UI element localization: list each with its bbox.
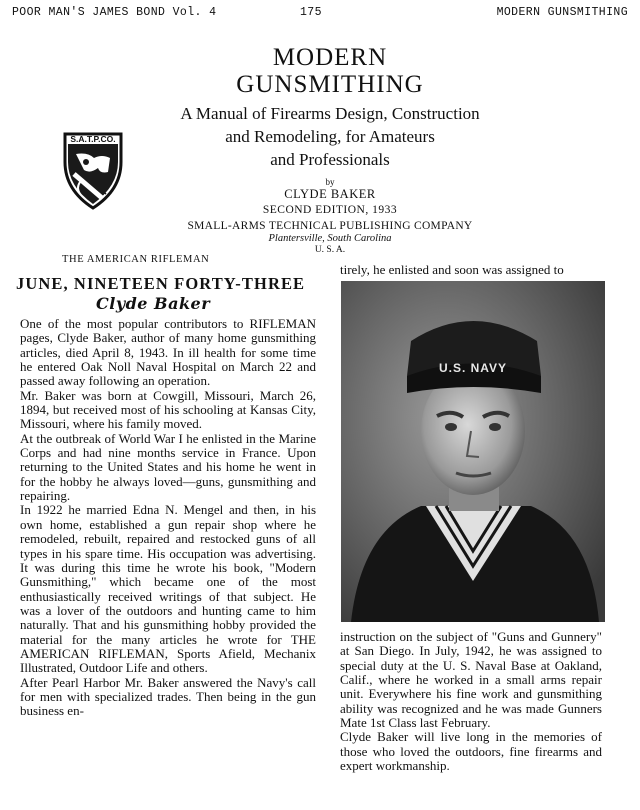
cap-band-text: U.S. NAVY xyxy=(438,361,508,375)
article-headline-name: Clyde Baker xyxy=(96,294,211,313)
article-source: THE AMERICAN RIFLEMAN xyxy=(62,254,210,265)
running-header xyxy=(12,4,628,22)
article-right-column-bottom xyxy=(340,630,602,773)
paragraph: After Pearl Harbor Mr. Baker answered the Navy's call for men with specialized trades. Then being in the gun business en- xyxy=(20,674,316,719)
paragraph: Clyde Baker will live long in the memories of those who loved the outdoors, fine firearms and expert workmanship. xyxy=(340,729,602,774)
book-edition: SECOND EDITION, 1933 xyxy=(262,204,398,216)
book-title xyxy=(120,44,540,98)
book-title-line-1: MODERN xyxy=(272,44,388,71)
portrait-photo xyxy=(341,281,605,622)
paragraph: In 1922 he married Edna N. Mengel and then, in his own home, established a gun repair shop where he remodeled, rebuilt, repaired and restocked guns of all types in his spare time. His occupation was advertising. It was during this time he wrote his book, "Modern Gunsmithing," which became one of the most enthusiastically received writings of that subject. He was a lover of the outdoors and hunting came to him naturally. That and his gunsmithing hobby provided the material for the many articles he wrote for THE AMERICAN RIFLEMAN, Sports Afield, Mechanix Illustrated, Outdoor Life and others. xyxy=(20,502,316,676)
article-right-column-top xyxy=(340,263,602,277)
paragraph: Mr. Baker was born at Cowgill, Missouri, March 26, 1894, but received most of his schooling at Kansas City, Missouri, where his family moved. xyxy=(20,387,316,432)
book-subtitle xyxy=(120,102,540,171)
article-left-column xyxy=(20,317,316,719)
article-date: JUNE, NINETEEN FORTY-THREE xyxy=(16,274,306,293)
subtitle-line-1: A Manual of Firearms Design, Construction xyxy=(180,104,480,123)
publisher-shield-logo xyxy=(62,128,124,210)
paragraph: tirely, he enlisted and soon was assigned to xyxy=(340,262,564,277)
paragraph: One of the most popular contributors to RIFLEMAN pages, Clyde Baker, author of many home gunsmithing articles, died April 8, 1943. In ill health for some time he entered Oak Noll Naval Hospital on March 22 and passed away following an operation. xyxy=(20,316,316,389)
page-number: 175 xyxy=(300,6,322,19)
header-section-title: MODERN GUNSMITHING xyxy=(496,6,628,19)
publisher-place: Plantersville, South Carolina xyxy=(268,233,392,244)
book-publisher: SMALL-ARMS TECHNICAL PUBLISHING COMPANY xyxy=(187,220,473,232)
book-title-line-2: GUNSMITHING xyxy=(236,71,424,98)
by-line: by xyxy=(325,177,335,187)
publisher-country: U. S. A. xyxy=(314,245,346,255)
subtitle-line-3: and Professionals xyxy=(270,150,390,169)
paragraph: instruction on the subject of "Guns and Gunnery" at San Diego. In July, 1942, he was assigned to special duty at the U. S. Naval Base at Oakland, Calif., where he worked in a small arms repair unit. Everywhere his fine work and gunsmithing ability was recognized and he was made Gunners Mate 1st Class last February. xyxy=(340,629,602,731)
subtitle-line-2: and Remodeling, for Amateurs xyxy=(225,127,435,146)
logo-text: S.A.T.P.CO. xyxy=(70,134,116,144)
header-book-title: POOR MAN'S JAMES BOND Vol. 4 xyxy=(12,6,217,19)
paragraph: At the outbreak of World War I he enlisted in the Marine Corps and had nine months service in France. Upon returning to the United States and his home he went in for the hobby he always loved—guns, gunsmithing and repairing. xyxy=(20,430,316,504)
book-title-page xyxy=(120,44,540,255)
book-author: CLYDE BAKER xyxy=(284,187,376,201)
